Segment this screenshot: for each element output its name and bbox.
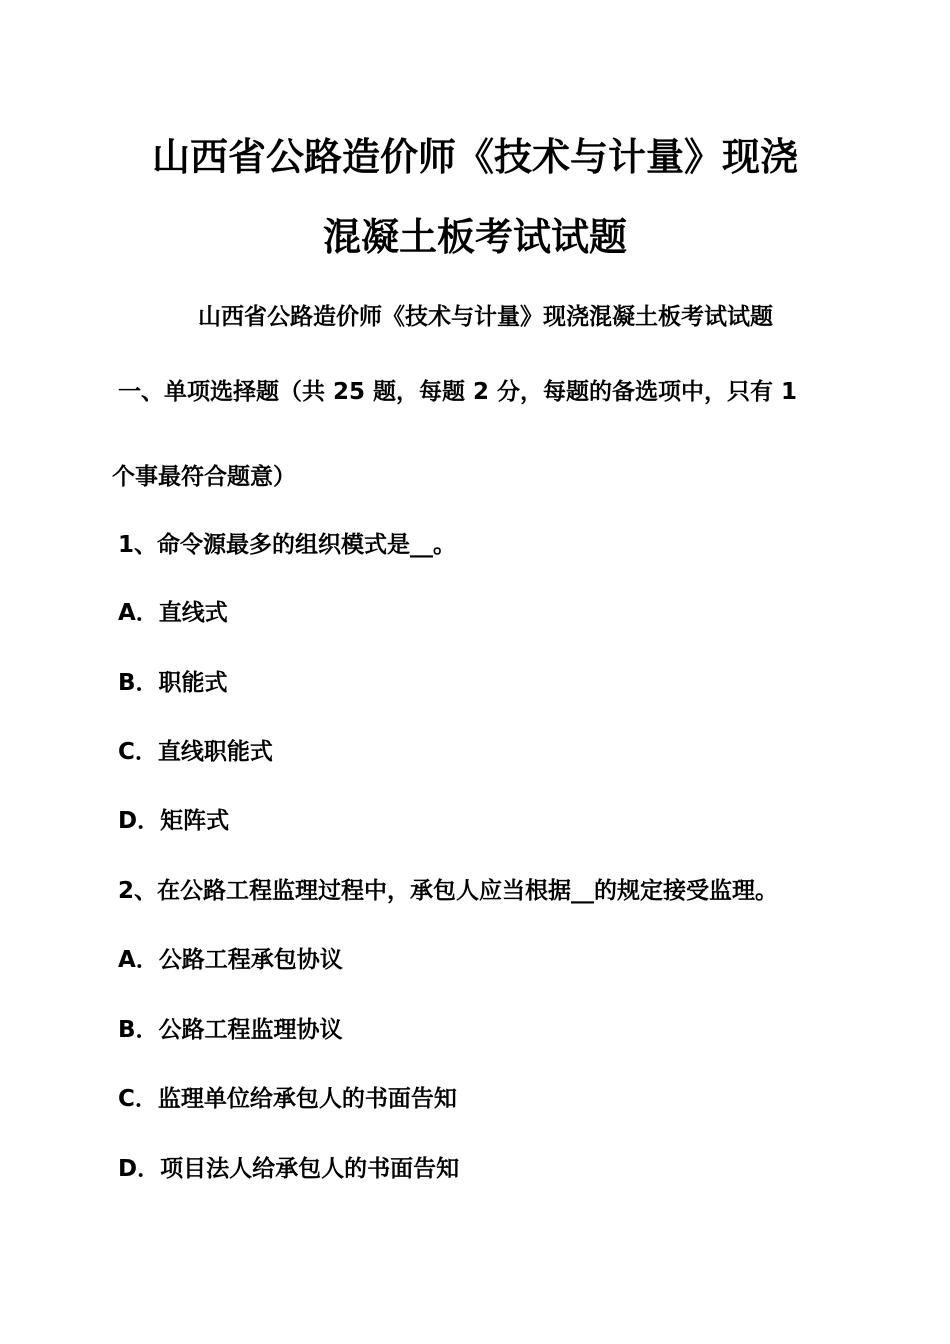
question-2-stem: 2、在公路工程监理过程中，承包人应当根据__的规定接受监理。: [118, 878, 779, 904]
question-2-option-b: B．公路工程监理协议: [118, 1017, 343, 1043]
document-title-line-2: 混凝土板考试试题: [322, 215, 627, 259]
question-1-option-d: D．矩阵式: [118, 808, 230, 834]
question-2-option-c: C．监理单位给承包人的书面告知: [118, 1086, 457, 1112]
question-1-option-a: A．直线式: [118, 600, 228, 626]
question-1-option-c: C．直线职能式: [118, 739, 273, 765]
document-title-line-1: 山西省公路造价师《技术与计量》现浇: [151, 135, 798, 179]
section-heading-line-1: 一、单项选择题（共 25 题，每题 2 分，每题的备选项中，只有 1: [118, 379, 798, 405]
question-2-option-d: D．项目法人给承包人的书面告知: [118, 1156, 460, 1182]
question-1-option-b: B．职能式: [118, 670, 228, 696]
question-2-option-a: A．公路工程承包协议: [118, 947, 343, 973]
section-heading-line-2: 个事最符合题意）: [112, 464, 296, 490]
question-1-stem: 1、命令源最多的组织模式是__。: [118, 532, 457, 558]
document-subtitle: 山西省公路造价师《技术与计量》现浇混凝土板考试试题: [198, 304, 773, 330]
